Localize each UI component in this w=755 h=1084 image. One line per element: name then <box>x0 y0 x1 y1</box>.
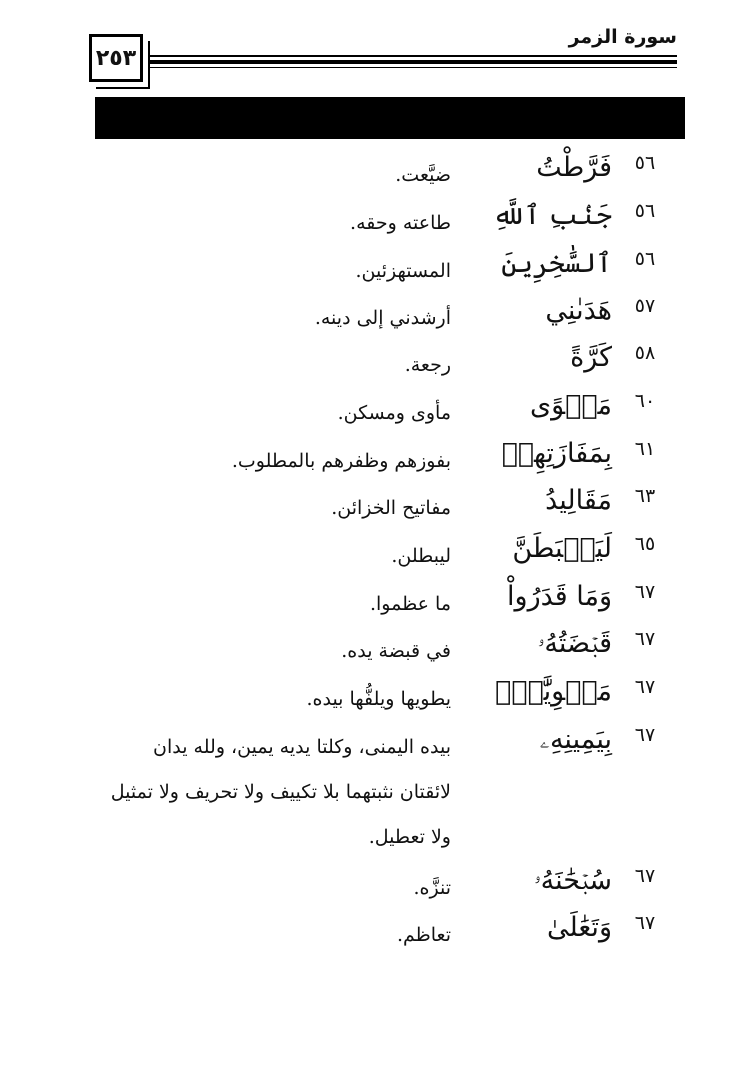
word-meaning: تنزَّه. <box>413 877 451 899</box>
page-number-box <box>89 34 143 82</box>
quran-word: كَرَّةً <box>570 342 612 373</box>
verse-number: ٥٦ <box>634 248 656 270</box>
verse-number: ٦٠ <box>634 390 656 412</box>
glossary-entry <box>0 672 755 720</box>
verse-number: ٥٦ <box>634 152 656 174</box>
word-meaning: ضيَّعت. <box>395 164 451 186</box>
verse-number: ٦٧ <box>634 724 656 746</box>
quran-word: مَقَالِيدُ <box>545 485 612 516</box>
quran-word: لَيَحۡبَطَنَّ <box>512 533 612 564</box>
glossary-entry <box>0 291 755 338</box>
quran-word: وَتَعَٰلَىٰ <box>546 912 612 943</box>
quran-word: بِيَمِينِهِۦ <box>539 724 612 755</box>
header-rule <box>148 55 677 57</box>
glossary-entry <box>0 624 755 672</box>
glossary-entry <box>0 861 755 908</box>
glossary-entry <box>0 481 755 529</box>
header-rule <box>148 60 677 64</box>
verse-number: ٥٧ <box>634 295 656 317</box>
glossary-list <box>0 148 755 956</box>
page-number: ٢٥٣ <box>95 45 137 71</box>
verse-number: ٦٧ <box>634 676 656 698</box>
glossary-entry <box>0 338 755 386</box>
verse-number: ٦١ <box>634 438 656 460</box>
quran-word: بِمَفَازَتِهِمۡ <box>501 438 612 469</box>
verse-number: ٥٦ <box>634 200 656 222</box>
section-banner <box>95 97 685 139</box>
glossary-entry <box>0 529 755 577</box>
word-meaning: بفوزهم وظفرهم بالمطلوب. <box>231 450 451 472</box>
word-meaning: أرشدني إلى دينه. <box>314 307 451 329</box>
word-meaning: رجعة. <box>404 354 451 376</box>
verse-number: ٦٧ <box>634 865 656 887</box>
glossary-entry <box>0 720 755 861</box>
verse-number: ٦٧ <box>634 912 656 934</box>
quran-word: ٱلسَّٰخِرِينَ <box>501 248 612 279</box>
glossary-entry <box>0 908 755 956</box>
surah-title: سورة الزمر <box>568 26 677 48</box>
word-meaning: يطويها ويلفُّها بيده. <box>306 688 451 710</box>
verse-number: ٦٣ <box>634 485 656 507</box>
quran-word: سُبۡحَٰنَهُۥ <box>533 865 612 896</box>
verse-number: ٦٥ <box>634 533 656 555</box>
quran-word: فَرَّطْتُ <box>536 152 612 183</box>
glossary-entry <box>0 434 755 481</box>
quran-word: مَطۡوِيَّٰتُۢ <box>495 676 612 707</box>
word-meaning: المستهزئين. <box>355 260 451 282</box>
verse-number: ٥٨ <box>634 342 656 364</box>
word-meaning: طاعته وحقه. <box>350 212 451 234</box>
word-meaning: ليبطلن. <box>391 545 451 567</box>
quran-word: هَدَىٰنِي <box>545 295 612 326</box>
glossary-entry <box>0 577 755 624</box>
verse-number: ٦٧ <box>634 581 656 603</box>
glossary-entry <box>0 244 755 291</box>
glossary-entry <box>0 386 755 434</box>
word-meaning: تعاظم. <box>396 924 451 946</box>
quran-word: وَمَا قَدَرُواْ <box>507 581 612 612</box>
word-meaning: ما عظموا. <box>369 593 451 615</box>
verse-number: ٦٧ <box>634 628 656 650</box>
glossary-entry <box>0 148 755 196</box>
word-meaning: مأوى ومسكن. <box>337 402 451 424</box>
quran-word: قَبۡضَتُهُۥ <box>537 628 612 659</box>
word-meaning: مفاتيح الخزائن. <box>331 497 451 519</box>
quran-word: جَنۢبِ ٱللَّهِ <box>492 200 612 231</box>
glossary-entry <box>0 196 755 244</box>
quran-word: مَثۡوًى <box>530 390 612 421</box>
word-meaning: بيده اليمنى، وكلتا يديه يمين، ولله يدان لائقتان نثبتهما بلا تكييف ولا تحريف ولا تمثيل ولا تعطيل. <box>110 736 451 848</box>
word-meaning: في قبضة يده. <box>341 640 451 662</box>
header-rule <box>148 67 677 68</box>
